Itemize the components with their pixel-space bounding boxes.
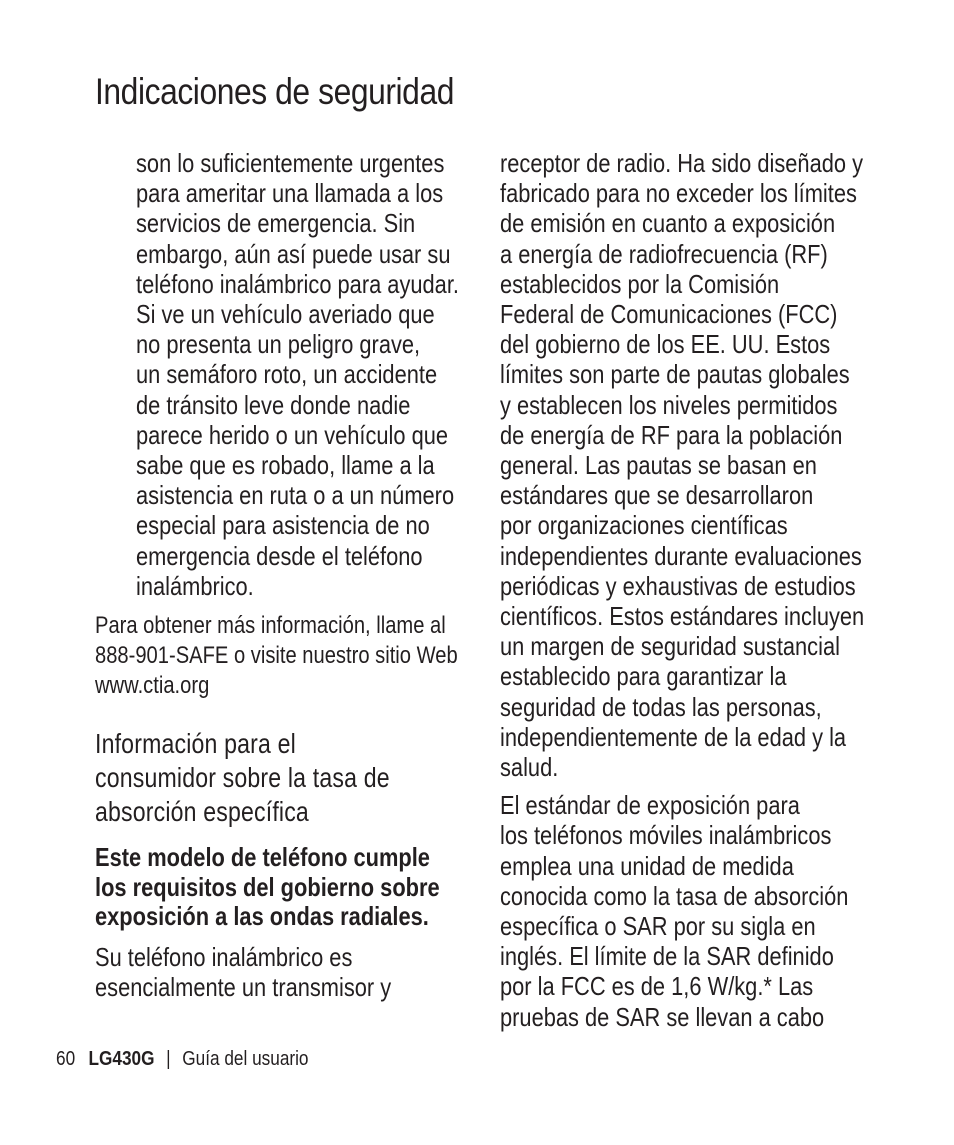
text-line: los teléfonos móviles inalámbricos — [500, 820, 832, 851]
text-line: Para obtener más información, llame al — [95, 612, 446, 640]
bold-line: Este modelo de teléfono cumple — [95, 842, 430, 873]
text-line: un margen de seguridad sustancial — [500, 631, 840, 662]
text-line: sabe que es robado, llame a la — [136, 450, 435, 481]
text-line: esencialmente un transmisor y — [95, 971, 392, 1002]
text-line: asistencia en ruta o a un número — [136, 480, 455, 511]
text-line: estándares que se desarrollaron — [500, 480, 814, 511]
sar-paragraph — [500, 790, 890, 1032]
text-line: de emisión en cuanto a exposición — [500, 208, 836, 239]
text-line: especial para asistencia de no — [136, 510, 430, 541]
section-heading — [95, 727, 485, 829]
text-line: límites son parte de pautas globales — [500, 359, 850, 390]
page-number: 60 — [56, 1048, 76, 1070]
bold-line: los requisitos del gobierno sobre — [95, 871, 440, 902]
page-footer — [56, 1047, 309, 1071]
guide-title: Guía del usuario — [182, 1048, 309, 1070]
text-line: específica o SAR por su sigla en — [500, 911, 816, 942]
text-line: embargo, aún así puede usar su — [136, 238, 451, 269]
bold-line: exposición a las ondas radiales. — [95, 901, 429, 932]
text-line: a energía de radiofrecuencia (RF) — [500, 238, 828, 269]
continued-paragraph — [95, 148, 485, 601]
heading-line: absorción específica — [95, 796, 309, 828]
text-line: para ameritar una llamada a los — [136, 178, 444, 209]
text-line: general. Las pautas se basan en — [500, 450, 817, 481]
text-line: Federal de Comunicaciones (FCC) — [500, 299, 838, 330]
model-name: LG430G — [88, 1048, 155, 1070]
text-line: teléfono inalámbrico para ayudar. — [136, 268, 459, 299]
text-line: parece herido o un vehículo que — [136, 419, 449, 450]
text-line: emplea una unidad de medida — [500, 850, 794, 881]
bold-statement — [95, 843, 485, 932]
footer-separator: | — [166, 1048, 171, 1070]
text-line: 888-901-SAFE o visite nuestro sitio Web — [95, 642, 458, 670]
text-line: y establecen los niveles permitidos — [500, 389, 838, 420]
text-line: inalámbrico. — [136, 570, 254, 601]
text-line: servicios de emergencia. Sin — [136, 208, 416, 239]
text-line: por organizaciones científicas — [500, 510, 788, 541]
page-title: Indicaciones de seguridad — [95, 71, 454, 112]
text-line: son lo suficientemente urgentes — [136, 148, 445, 178]
text-line: un semáforo roto, un accidente — [136, 359, 438, 390]
text-line: www.ctia.org — [95, 672, 210, 700]
text-line: salud. — [500, 752, 559, 783]
text-line: Su teléfono inalámbrico es — [95, 941, 353, 972]
heading-line: consumidor sobre la tasa de — [95, 762, 390, 794]
text-line: de tránsito leve donde nadie — [136, 389, 411, 420]
text-line: establecido para garantizar la — [500, 661, 787, 692]
text-line: independientes durante evaluaciones — [500, 540, 862, 571]
text-line: no presenta un peligro grave, — [136, 329, 421, 360]
heading-line: Información para el — [95, 728, 296, 760]
text-line: inglés. El límite de la SAR definido — [500, 941, 834, 972]
text-line: del gobierno de los EE. UU. Estos — [500, 329, 831, 360]
text-line: seguridad de todas las personas, — [500, 691, 822, 722]
text-line: por la FCC es de 1,6 W/kg.* Las — [500, 971, 814, 1002]
text-line: científicos. Estos estándares incluyen — [500, 601, 865, 632]
text-line: establecidos por la Comisión — [500, 268, 780, 299]
text-line: conocida como la tasa de absorción — [500, 880, 849, 911]
text-line: El estándar de exposición para — [500, 790, 800, 821]
right-column — [500, 148, 890, 1032]
text-line: de energía de RF para la población — [500, 419, 843, 450]
intro-paragraph — [95, 942, 485, 1002]
text-line: receptor de radio. Ha sido diseñado y — [500, 148, 864, 178]
text-line: periódicas y exhaustivas de estudios — [500, 570, 856, 601]
text-line: pruebas de SAR se llevan a cabo — [500, 1001, 825, 1032]
text-line: independientemente de la edad y la — [500, 721, 847, 752]
info-paragraph — [95, 611, 485, 701]
text-line: emergencia desde el teléfono — [136, 540, 423, 571]
text-line: fabricado para no exceder los límites — [500, 178, 857, 209]
left-column — [95, 148, 485, 1002]
text-line: Si ve un vehículo averiado que — [136, 299, 435, 330]
rf-paragraph — [500, 148, 890, 782]
